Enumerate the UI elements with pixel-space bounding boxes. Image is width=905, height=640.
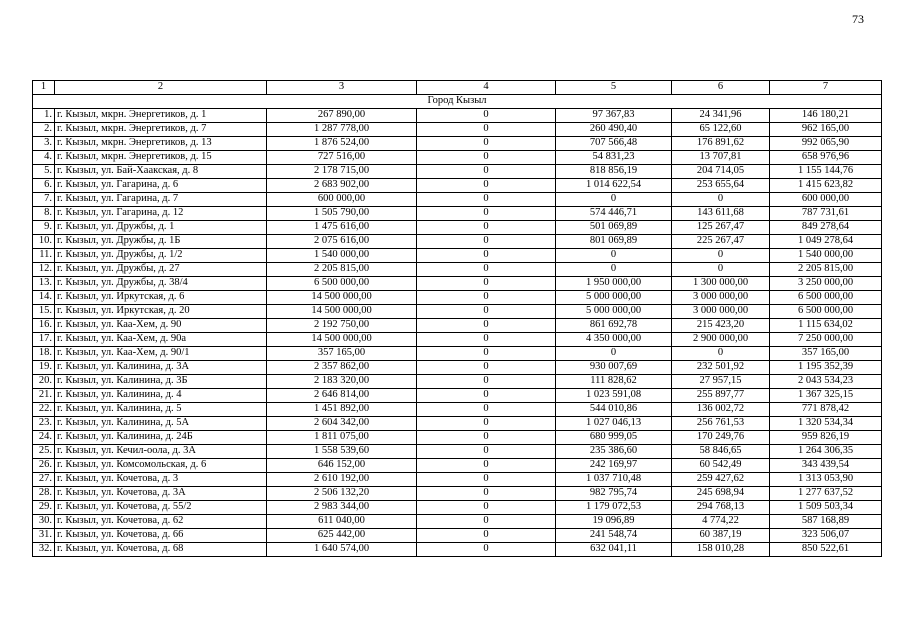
col6-cell: 259 427,62 [672, 473, 770, 487]
total-cost-cell: 2 646 814,00 [267, 389, 417, 403]
table-row [33, 487, 882, 501]
table-row [33, 431, 882, 445]
col6-cell: 143 611,68 [672, 207, 770, 221]
table-row [33, 473, 882, 487]
col6-cell: 1 300 000,00 [672, 277, 770, 291]
col7-cell: 1 264 306,35 [770, 445, 882, 459]
col6-cell: 215 423,20 [672, 319, 770, 333]
address-cell: г. Кызыл, мкрн. Энергетиков, д. 13 [55, 137, 267, 151]
row-number: 31. [33, 529, 55, 543]
total-cost-cell: 14 500 000,00 [267, 291, 417, 305]
col7-cell: 849 278,64 [770, 221, 882, 235]
col7-cell: 1 195 352,39 [770, 361, 882, 375]
col7-cell: 992 065,90 [770, 137, 882, 151]
col5-cell: 501 069,89 [556, 221, 672, 235]
col7-cell: 1 540 000,00 [770, 249, 882, 263]
col5-cell: 0 [556, 193, 672, 207]
address-cell: г. Кызыл, ул. Кочетова, д. 66 [55, 529, 267, 543]
total-cost-cell: 2 178 715,00 [267, 165, 417, 179]
col7-cell: 959 826,19 [770, 431, 882, 445]
total-cost-cell: 1 811 075,00 [267, 431, 417, 445]
table-row [33, 403, 882, 417]
col4-cell: 0 [417, 417, 556, 431]
col4-cell: 0 [417, 221, 556, 235]
table-row [33, 417, 882, 431]
row-number: 17. [33, 333, 55, 347]
total-cost-cell: 1 876 524,00 [267, 137, 417, 151]
header-row [33, 81, 882, 95]
col7-cell: 1 049 278,64 [770, 235, 882, 249]
table-body [33, 81, 882, 557]
col4-cell: 0 [417, 179, 556, 193]
address-cell: г. Кызыл, ул. Калинина, д. 3Б [55, 375, 267, 389]
row-number: 13. [33, 277, 55, 291]
header-cell: 4 [417, 81, 556, 95]
address-cell: г. Кызыл, ул. Дружбы, д. 1Б [55, 235, 267, 249]
row-number: 24. [33, 431, 55, 445]
address-cell: г. Кызыл, ул. Калинина, д. 24Б [55, 431, 267, 445]
page-number: 73 [852, 12, 864, 26]
col5-cell: 5 000 000,00 [556, 305, 672, 319]
col4-cell: 0 [417, 529, 556, 543]
col6-cell: 136 002,72 [672, 403, 770, 417]
col4-cell: 0 [417, 249, 556, 263]
col6-cell: 294 768,13 [672, 501, 770, 515]
total-cost-cell: 267 890,00 [267, 109, 417, 123]
row-number: 3. [33, 137, 55, 151]
total-cost-cell: 625 442,00 [267, 529, 417, 543]
col4-cell: 0 [417, 375, 556, 389]
address-cell: г. Кызыл, ул. Гагарина, д. 6 [55, 179, 267, 193]
col4-cell: 0 [417, 319, 556, 333]
row-number: 21. [33, 389, 55, 403]
row-number: 7. [33, 193, 55, 207]
row-number: 12. [33, 263, 55, 277]
address-cell: г. Кызыл, ул. Кочетова, д. 55/2 [55, 501, 267, 515]
table-row [33, 165, 882, 179]
table-row [33, 249, 882, 263]
table-row [33, 221, 882, 235]
row-number: 5. [33, 165, 55, 179]
address-cell: г. Кызыл, ул. Иркутская, д. 6 [55, 291, 267, 305]
address-cell: г. Кызыл, ул. Кочетова, д. 3 [55, 473, 267, 487]
table-row [33, 291, 882, 305]
total-cost-cell: 2 075 616,00 [267, 235, 417, 249]
col7-cell: 6 500 000,00 [770, 305, 882, 319]
total-cost-cell: 1 475 616,00 [267, 221, 417, 235]
col7-cell: 1 367 325,15 [770, 389, 882, 403]
total-cost-cell: 357 165,00 [267, 347, 417, 361]
table-row [33, 277, 882, 291]
total-cost-cell: 2 357 862,00 [267, 361, 417, 375]
row-number: 20. [33, 375, 55, 389]
section-row [33, 95, 882, 109]
row-number: 9. [33, 221, 55, 235]
col4-cell: 0 [417, 333, 556, 347]
address-cell: г. Кызыл, ул. Кочетова, д. 62 [55, 515, 267, 529]
col5-cell: 97 367,83 [556, 109, 672, 123]
table-row [33, 529, 882, 543]
col6-cell: 158 010,28 [672, 543, 770, 557]
address-cell: г. Кызыл, мкрн. Энергетиков, д. 1 [55, 109, 267, 123]
col7-cell: 146 180,21 [770, 109, 882, 123]
col5-cell: 930 007,69 [556, 361, 672, 375]
col5-cell: 54 831,23 [556, 151, 672, 165]
col6-cell: 58 846,65 [672, 445, 770, 459]
col6-cell: 204 714,05 [672, 165, 770, 179]
address-cell: г. Кызыл, ул. Кечил-оола, д. 3А [55, 445, 267, 459]
col6-cell: 0 [672, 249, 770, 263]
row-number: 14. [33, 291, 55, 305]
total-cost-cell: 2 506 132,20 [267, 487, 417, 501]
row-number: 11. [33, 249, 55, 263]
address-cell: г. Кызыл, ул. Бай-Хаакская, д. 8 [55, 165, 267, 179]
col5-cell: 1 179 072,53 [556, 501, 672, 515]
row-number: 15. [33, 305, 55, 319]
col4-cell: 0 [417, 473, 556, 487]
col6-cell: 13 707,81 [672, 151, 770, 165]
table-row [33, 445, 882, 459]
table-row [33, 361, 882, 375]
col7-cell: 6 500 000,00 [770, 291, 882, 305]
table-row [33, 137, 882, 151]
row-number: 23. [33, 417, 55, 431]
address-cell: г. Кызыл, ул. Иркутская, д. 20 [55, 305, 267, 319]
col6-cell: 4 774,22 [672, 515, 770, 529]
row-number: 32. [33, 543, 55, 557]
col4-cell: 0 [417, 501, 556, 515]
col4-cell: 0 [417, 445, 556, 459]
table-row [33, 151, 882, 165]
col5-cell: 0 [556, 347, 672, 361]
address-cell: г. Кызыл, ул. Калинина, д. 4 [55, 389, 267, 403]
total-cost-cell: 727 516,00 [267, 151, 417, 165]
col4-cell: 0 [417, 235, 556, 249]
col7-cell: 7 250 000,00 [770, 333, 882, 347]
row-number: 19. [33, 361, 55, 375]
col4-cell: 0 [417, 193, 556, 207]
total-cost-cell: 14 500 000,00 [267, 333, 417, 347]
col5-cell: 1 950 000,00 [556, 277, 672, 291]
col6-cell: 0 [672, 347, 770, 361]
address-cell: г. Кызыл, ул. Дружбы, д. 1/2 [55, 249, 267, 263]
col7-cell: 962 165,00 [770, 123, 882, 137]
col6-cell: 3 000 000,00 [672, 291, 770, 305]
table-row [33, 333, 882, 347]
col4-cell: 0 [417, 277, 556, 291]
col6-cell: 3 000 000,00 [672, 305, 770, 319]
col6-cell: 24 341,96 [672, 109, 770, 123]
col6-cell: 60 387,19 [672, 529, 770, 543]
table-row [33, 543, 882, 557]
col7-cell: 1 509 503,34 [770, 501, 882, 515]
registry-table [32, 80, 882, 557]
table-row [33, 515, 882, 529]
col7-cell: 1 313 053,90 [770, 473, 882, 487]
col5-cell: 5 000 000,00 [556, 291, 672, 305]
header-cell: 7 [770, 81, 882, 95]
total-cost-cell: 1 505 790,00 [267, 207, 417, 221]
row-number: 1. [33, 109, 55, 123]
total-cost-cell: 2 183 320,00 [267, 375, 417, 389]
col7-cell: 323 506,07 [770, 529, 882, 543]
table-row [33, 235, 882, 249]
address-cell: г. Кызыл, ул. Кочетова, д. 68 [55, 543, 267, 557]
total-cost-cell: 1 540 000,00 [267, 249, 417, 263]
total-cost-cell: 600 000,00 [267, 193, 417, 207]
col6-cell: 232 501,92 [672, 361, 770, 375]
col5-cell: 19 096,89 [556, 515, 672, 529]
col6-cell: 27 957,15 [672, 375, 770, 389]
total-cost-cell: 6 500 000,00 [267, 277, 417, 291]
col5-cell: 235 386,60 [556, 445, 672, 459]
col7-cell: 1 155 144,76 [770, 165, 882, 179]
col4-cell: 0 [417, 543, 556, 557]
address-cell: г. Кызыл, ул. Калинина, д. 5А [55, 417, 267, 431]
address-cell: г. Кызыл, ул. Дружбы, д. 27 [55, 263, 267, 277]
col4-cell: 0 [417, 291, 556, 305]
col5-cell: 574 446,71 [556, 207, 672, 221]
total-cost-cell: 646 152,00 [267, 459, 417, 473]
col5-cell: 544 010,86 [556, 403, 672, 417]
row-number: 28. [33, 487, 55, 501]
col5-cell: 111 828,62 [556, 375, 672, 389]
col6-cell: 65 122,60 [672, 123, 770, 137]
col5-cell: 4 350 000,00 [556, 333, 672, 347]
col4-cell: 0 [417, 403, 556, 417]
col4-cell: 0 [417, 515, 556, 529]
col7-cell: 587 168,89 [770, 515, 882, 529]
section-title: Город Кызыл [33, 95, 882, 109]
table-row [33, 375, 882, 389]
address-cell: г. Кызыл, ул. Дружбы, д. 1 [55, 221, 267, 235]
col5-cell: 1 037 710,48 [556, 473, 672, 487]
address-cell: г. Кызыл, ул. Калинина, д. 5 [55, 403, 267, 417]
row-number: 22. [33, 403, 55, 417]
col7-cell: 850 522,61 [770, 543, 882, 557]
col4-cell: 0 [417, 487, 556, 501]
total-cost-cell: 2 683 902,00 [267, 179, 417, 193]
table-row [33, 319, 882, 333]
address-cell: г. Кызыл, мкрн. Энергетиков, д. 7 [55, 123, 267, 137]
col4-cell: 0 [417, 305, 556, 319]
table-row [33, 207, 882, 221]
header-cell: 2 [55, 81, 267, 95]
col4-cell: 0 [417, 151, 556, 165]
col4-cell: 0 [417, 431, 556, 445]
row-number: 18. [33, 347, 55, 361]
col6-cell: 225 267,47 [672, 235, 770, 249]
row-number: 25. [33, 445, 55, 459]
row-number: 29. [33, 501, 55, 515]
col6-cell: 2 900 000,00 [672, 333, 770, 347]
col6-cell: 125 267,47 [672, 221, 770, 235]
col6-cell: 256 761,53 [672, 417, 770, 431]
col5-cell: 1 027 046,13 [556, 417, 672, 431]
row-number: 6. [33, 179, 55, 193]
row-number: 26. [33, 459, 55, 473]
col6-cell: 253 655,64 [672, 179, 770, 193]
col6-cell: 176 891,62 [672, 137, 770, 151]
header-cell: 1 [33, 81, 55, 95]
address-cell: г. Кызыл, ул. Калинина, д. 3А [55, 361, 267, 375]
total-cost-cell: 2 604 342,00 [267, 417, 417, 431]
total-cost-cell: 611 040,00 [267, 515, 417, 529]
col4-cell: 0 [417, 361, 556, 375]
table-row [33, 263, 882, 277]
col4-cell: 0 [417, 347, 556, 361]
col4-cell: 0 [417, 263, 556, 277]
table-row [33, 109, 882, 123]
row-number: 2. [33, 123, 55, 137]
table-row [33, 305, 882, 319]
col5-cell: 1 023 591,08 [556, 389, 672, 403]
row-number: 27. [33, 473, 55, 487]
col5-cell: 0 [556, 249, 672, 263]
address-cell: г. Кызыл, ул. Гагарина, д. 7 [55, 193, 267, 207]
header-cell: 3 [267, 81, 417, 95]
total-cost-cell: 1 640 574,00 [267, 543, 417, 557]
row-number: 8. [33, 207, 55, 221]
col7-cell: 2 043 534,23 [770, 375, 882, 389]
col6-cell: 170 249,76 [672, 431, 770, 445]
address-cell: г. Кызыл, ул. Гагарина, д. 12 [55, 207, 267, 221]
col5-cell: 632 041,11 [556, 543, 672, 557]
col7-cell: 1 320 534,34 [770, 417, 882, 431]
table-row [33, 193, 882, 207]
address-cell: г. Кызыл, ул. Дружбы, д. 38/4 [55, 277, 267, 291]
col6-cell: 60 542,49 [672, 459, 770, 473]
col7-cell: 1 415 623,82 [770, 179, 882, 193]
col4-cell: 0 [417, 165, 556, 179]
header-cell: 5 [556, 81, 672, 95]
total-cost-cell: 2 983 344,00 [267, 501, 417, 515]
col5-cell: 242 169,97 [556, 459, 672, 473]
col4-cell: 0 [417, 109, 556, 123]
col6-cell: 255 897,77 [672, 389, 770, 403]
col7-cell: 343 439,54 [770, 459, 882, 473]
total-cost-cell: 1 287 778,00 [267, 123, 417, 137]
col5-cell: 982 795,74 [556, 487, 672, 501]
col5-cell: 1 014 622,54 [556, 179, 672, 193]
col5-cell: 0 [556, 263, 672, 277]
col5-cell: 801 069,89 [556, 235, 672, 249]
col5-cell: 680 999,05 [556, 431, 672, 445]
table-row [33, 459, 882, 473]
col7-cell: 1 115 634,02 [770, 319, 882, 333]
col4-cell: 0 [417, 207, 556, 221]
total-cost-cell: 2 610 192,00 [267, 473, 417, 487]
total-cost-cell: 1 558 539,60 [267, 445, 417, 459]
col7-cell: 3 250 000,00 [770, 277, 882, 291]
table-row [33, 179, 882, 193]
address-cell: г. Кызыл, ул. Каа-Хем, д. 90а [55, 333, 267, 347]
col4-cell: 0 [417, 389, 556, 403]
col4-cell: 0 [417, 459, 556, 473]
col7-cell: 357 165,00 [770, 347, 882, 361]
address-cell: г. Кызыл, ул. Комсомольская, д. 6 [55, 459, 267, 473]
total-cost-cell: 1 451 892,00 [267, 403, 417, 417]
col4-cell: 0 [417, 137, 556, 151]
address-cell: г. Кызыл, ул. Каа-Хем, д. 90 [55, 319, 267, 333]
address-cell: г. Кызыл, ул. Каа-Хем, д. 90/1 [55, 347, 267, 361]
header-cell: 6 [672, 81, 770, 95]
col5-cell: 861 692,78 [556, 319, 672, 333]
col6-cell: 0 [672, 193, 770, 207]
row-number: 30. [33, 515, 55, 529]
col5-cell: 707 566,48 [556, 137, 672, 151]
table-row [33, 123, 882, 137]
col7-cell: 771 878,42 [770, 403, 882, 417]
table-row [33, 347, 882, 361]
address-cell: г. Кызыл, ул. Кочетова, д. 3А [55, 487, 267, 501]
total-cost-cell: 2 205 815,00 [267, 263, 417, 277]
col7-cell: 658 976,96 [770, 151, 882, 165]
table-row [33, 501, 882, 515]
col4-cell: 0 [417, 123, 556, 137]
row-number: 4. [33, 151, 55, 165]
total-cost-cell: 14 500 000,00 [267, 305, 417, 319]
col7-cell: 600 000,00 [770, 193, 882, 207]
col6-cell: 245 698,94 [672, 487, 770, 501]
col5-cell: 260 490,40 [556, 123, 672, 137]
col7-cell: 2 205 815,00 [770, 263, 882, 277]
col5-cell: 241 548,74 [556, 529, 672, 543]
col5-cell: 818 856,19 [556, 165, 672, 179]
col7-cell: 1 277 637,52 [770, 487, 882, 501]
table-row [33, 389, 882, 403]
address-cell: г. Кызыл, мкрн. Энергетиков, д. 15 [55, 151, 267, 165]
row-number: 16. [33, 319, 55, 333]
total-cost-cell: 2 192 750,00 [267, 319, 417, 333]
col7-cell: 787 731,61 [770, 207, 882, 221]
col6-cell: 0 [672, 263, 770, 277]
row-number: 10. [33, 235, 55, 249]
